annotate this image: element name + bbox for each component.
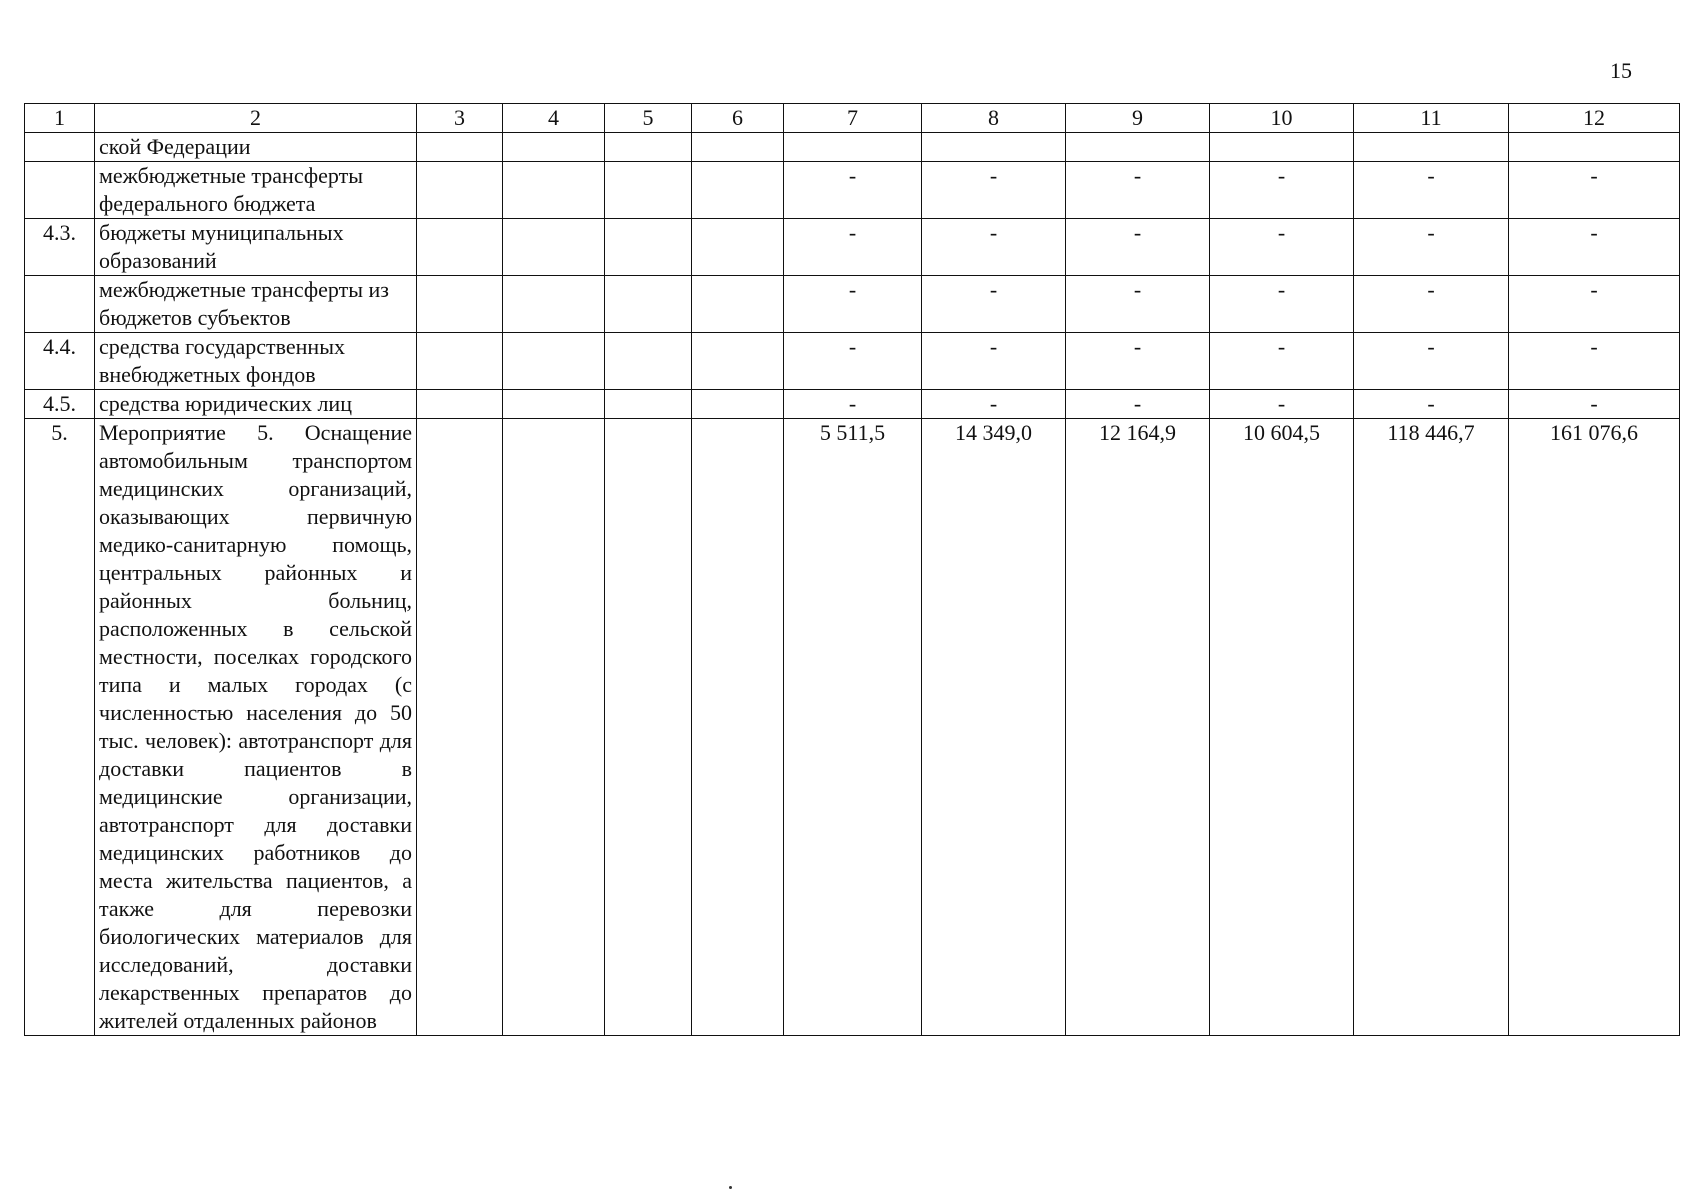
- value-cell: [605, 276, 692, 333]
- row-name: бюджеты муниципальных образований: [95, 219, 417, 276]
- value-cell: -: [922, 219, 1066, 276]
- row-number: [25, 162, 95, 219]
- value-cell: [692, 133, 784, 162]
- value-cell: -: [1509, 333, 1680, 390]
- value-cell: -: [1066, 162, 1210, 219]
- header-cell: 5: [605, 104, 692, 133]
- value-cell: [503, 219, 605, 276]
- value-cell: [605, 419, 692, 1036]
- table-row: [25, 419, 1680, 1036]
- row-name: межбюджетные трансферты из бюджетов субъектов: [95, 276, 417, 333]
- value-cell: [417, 419, 503, 1036]
- value-cell: -: [1354, 276, 1509, 333]
- value-cell: -: [922, 333, 1066, 390]
- header-cell: 4: [503, 104, 605, 133]
- value-cell: [605, 219, 692, 276]
- value-cell: [605, 162, 692, 219]
- value-cell: 10 604,5: [1210, 419, 1354, 1036]
- value-cell: -: [1354, 390, 1509, 419]
- value-cell: [605, 133, 692, 162]
- value-cell: -: [1066, 390, 1210, 419]
- value-cell: -: [1509, 162, 1680, 219]
- row-number: 4.5.: [25, 390, 95, 419]
- value-cell: [1509, 133, 1680, 162]
- stray-dot: [729, 1186, 732, 1189]
- header-cell: 7: [784, 104, 922, 133]
- value-cell: [1066, 133, 1210, 162]
- value-cell: -: [922, 162, 1066, 219]
- value-cell: 161 076,6: [1509, 419, 1680, 1036]
- row-name: средства юридических лиц: [95, 390, 417, 419]
- value-cell: [503, 419, 605, 1036]
- row-number: [25, 276, 95, 333]
- value-cell: -: [1210, 219, 1354, 276]
- value-cell: -: [1210, 390, 1354, 419]
- value-cell: -: [1066, 276, 1210, 333]
- row-name: Мероприятие 5. Оснащение автомобильным транспортом медицинских организаций, оказывающих первичную медико-санитарную помощь, центральных районных и районных больниц, расположенных в сельской местности, поселках городского типа и малых городах (с численностью населения до 50 тыс. человек): автотранспорт для доставки пациентов в медицинские организации, автотранспорт для доставки медицинских работников до места жительства пациентов, а также для перевозки биологических материалов для исследований, доставки лекарственных препаратов до жителей отдаленных районов: [95, 419, 417, 1036]
- value-cell: [1354, 133, 1509, 162]
- table-row: [25, 390, 1680, 419]
- value-cell: [784, 133, 922, 162]
- value-cell: -: [1210, 276, 1354, 333]
- table-header-row: [25, 104, 1680, 133]
- row-name: средства государственных внебюджетных фондов: [95, 333, 417, 390]
- row-number: 5.: [25, 419, 95, 1036]
- row-number: 4.3.: [25, 219, 95, 276]
- table-row: [25, 133, 1680, 162]
- value-cell: [605, 333, 692, 390]
- value-cell: [417, 276, 503, 333]
- value-cell: [922, 133, 1066, 162]
- value-cell: [692, 276, 784, 333]
- value-cell: -: [1509, 219, 1680, 276]
- value-cell: [503, 390, 605, 419]
- value-cell: -: [1354, 333, 1509, 390]
- table-row: [25, 276, 1680, 333]
- value-cell: [417, 133, 503, 162]
- value-cell: [692, 219, 784, 276]
- value-cell: [692, 333, 784, 390]
- value-cell: [417, 162, 503, 219]
- row-number: [25, 133, 95, 162]
- value-cell: [692, 419, 784, 1036]
- table-row: [25, 333, 1680, 390]
- value-cell: [692, 162, 784, 219]
- value-cell: -: [1066, 333, 1210, 390]
- value-cell: -: [1354, 162, 1509, 219]
- header-cell: 1: [25, 104, 95, 133]
- header-cell: 11: [1354, 104, 1509, 133]
- value-cell: -: [1210, 162, 1354, 219]
- page-number: 15: [1610, 58, 1632, 83]
- value-cell: -: [922, 276, 1066, 333]
- value-cell: [503, 333, 605, 390]
- value-cell: [417, 390, 503, 419]
- value-cell: [503, 276, 605, 333]
- value-cell: [605, 390, 692, 419]
- header-cell: 8: [922, 104, 1066, 133]
- value-cell: [1210, 133, 1354, 162]
- value-cell: -: [784, 162, 922, 219]
- header-cell: 2: [95, 104, 417, 133]
- header-cell: 12: [1509, 104, 1680, 133]
- value-cell: -: [1066, 219, 1210, 276]
- header-cell: 6: [692, 104, 784, 133]
- value-cell: [417, 219, 503, 276]
- value-cell: [503, 162, 605, 219]
- header-cell: 3: [417, 104, 503, 133]
- value-cell: 14 349,0: [922, 419, 1066, 1036]
- value-cell: 5 511,5: [784, 419, 922, 1036]
- value-cell: -: [1509, 390, 1680, 419]
- value-cell: 118 446,7: [1354, 419, 1509, 1036]
- value-cell: -: [1354, 219, 1509, 276]
- value-cell: -: [784, 333, 922, 390]
- table-row: [25, 219, 1680, 276]
- budget-table: [24, 103, 1680, 1036]
- row-name: межбюджетные трансферты федерального бюджета: [95, 162, 417, 219]
- value-cell: [503, 133, 605, 162]
- value-cell: [417, 333, 503, 390]
- value-cell: -: [1210, 333, 1354, 390]
- header-cell: 10: [1210, 104, 1354, 133]
- header-cell: 9: [1066, 104, 1210, 133]
- table-row: [25, 162, 1680, 219]
- value-cell: -: [1509, 276, 1680, 333]
- value-cell: 12 164,9: [1066, 419, 1210, 1036]
- value-cell: -: [922, 390, 1066, 419]
- row-number: 4.4.: [25, 333, 95, 390]
- row-name: ской Федерации: [95, 133, 417, 162]
- value-cell: -: [784, 276, 922, 333]
- value-cell: -: [784, 390, 922, 419]
- value-cell: -: [784, 219, 922, 276]
- value-cell: [692, 390, 784, 419]
